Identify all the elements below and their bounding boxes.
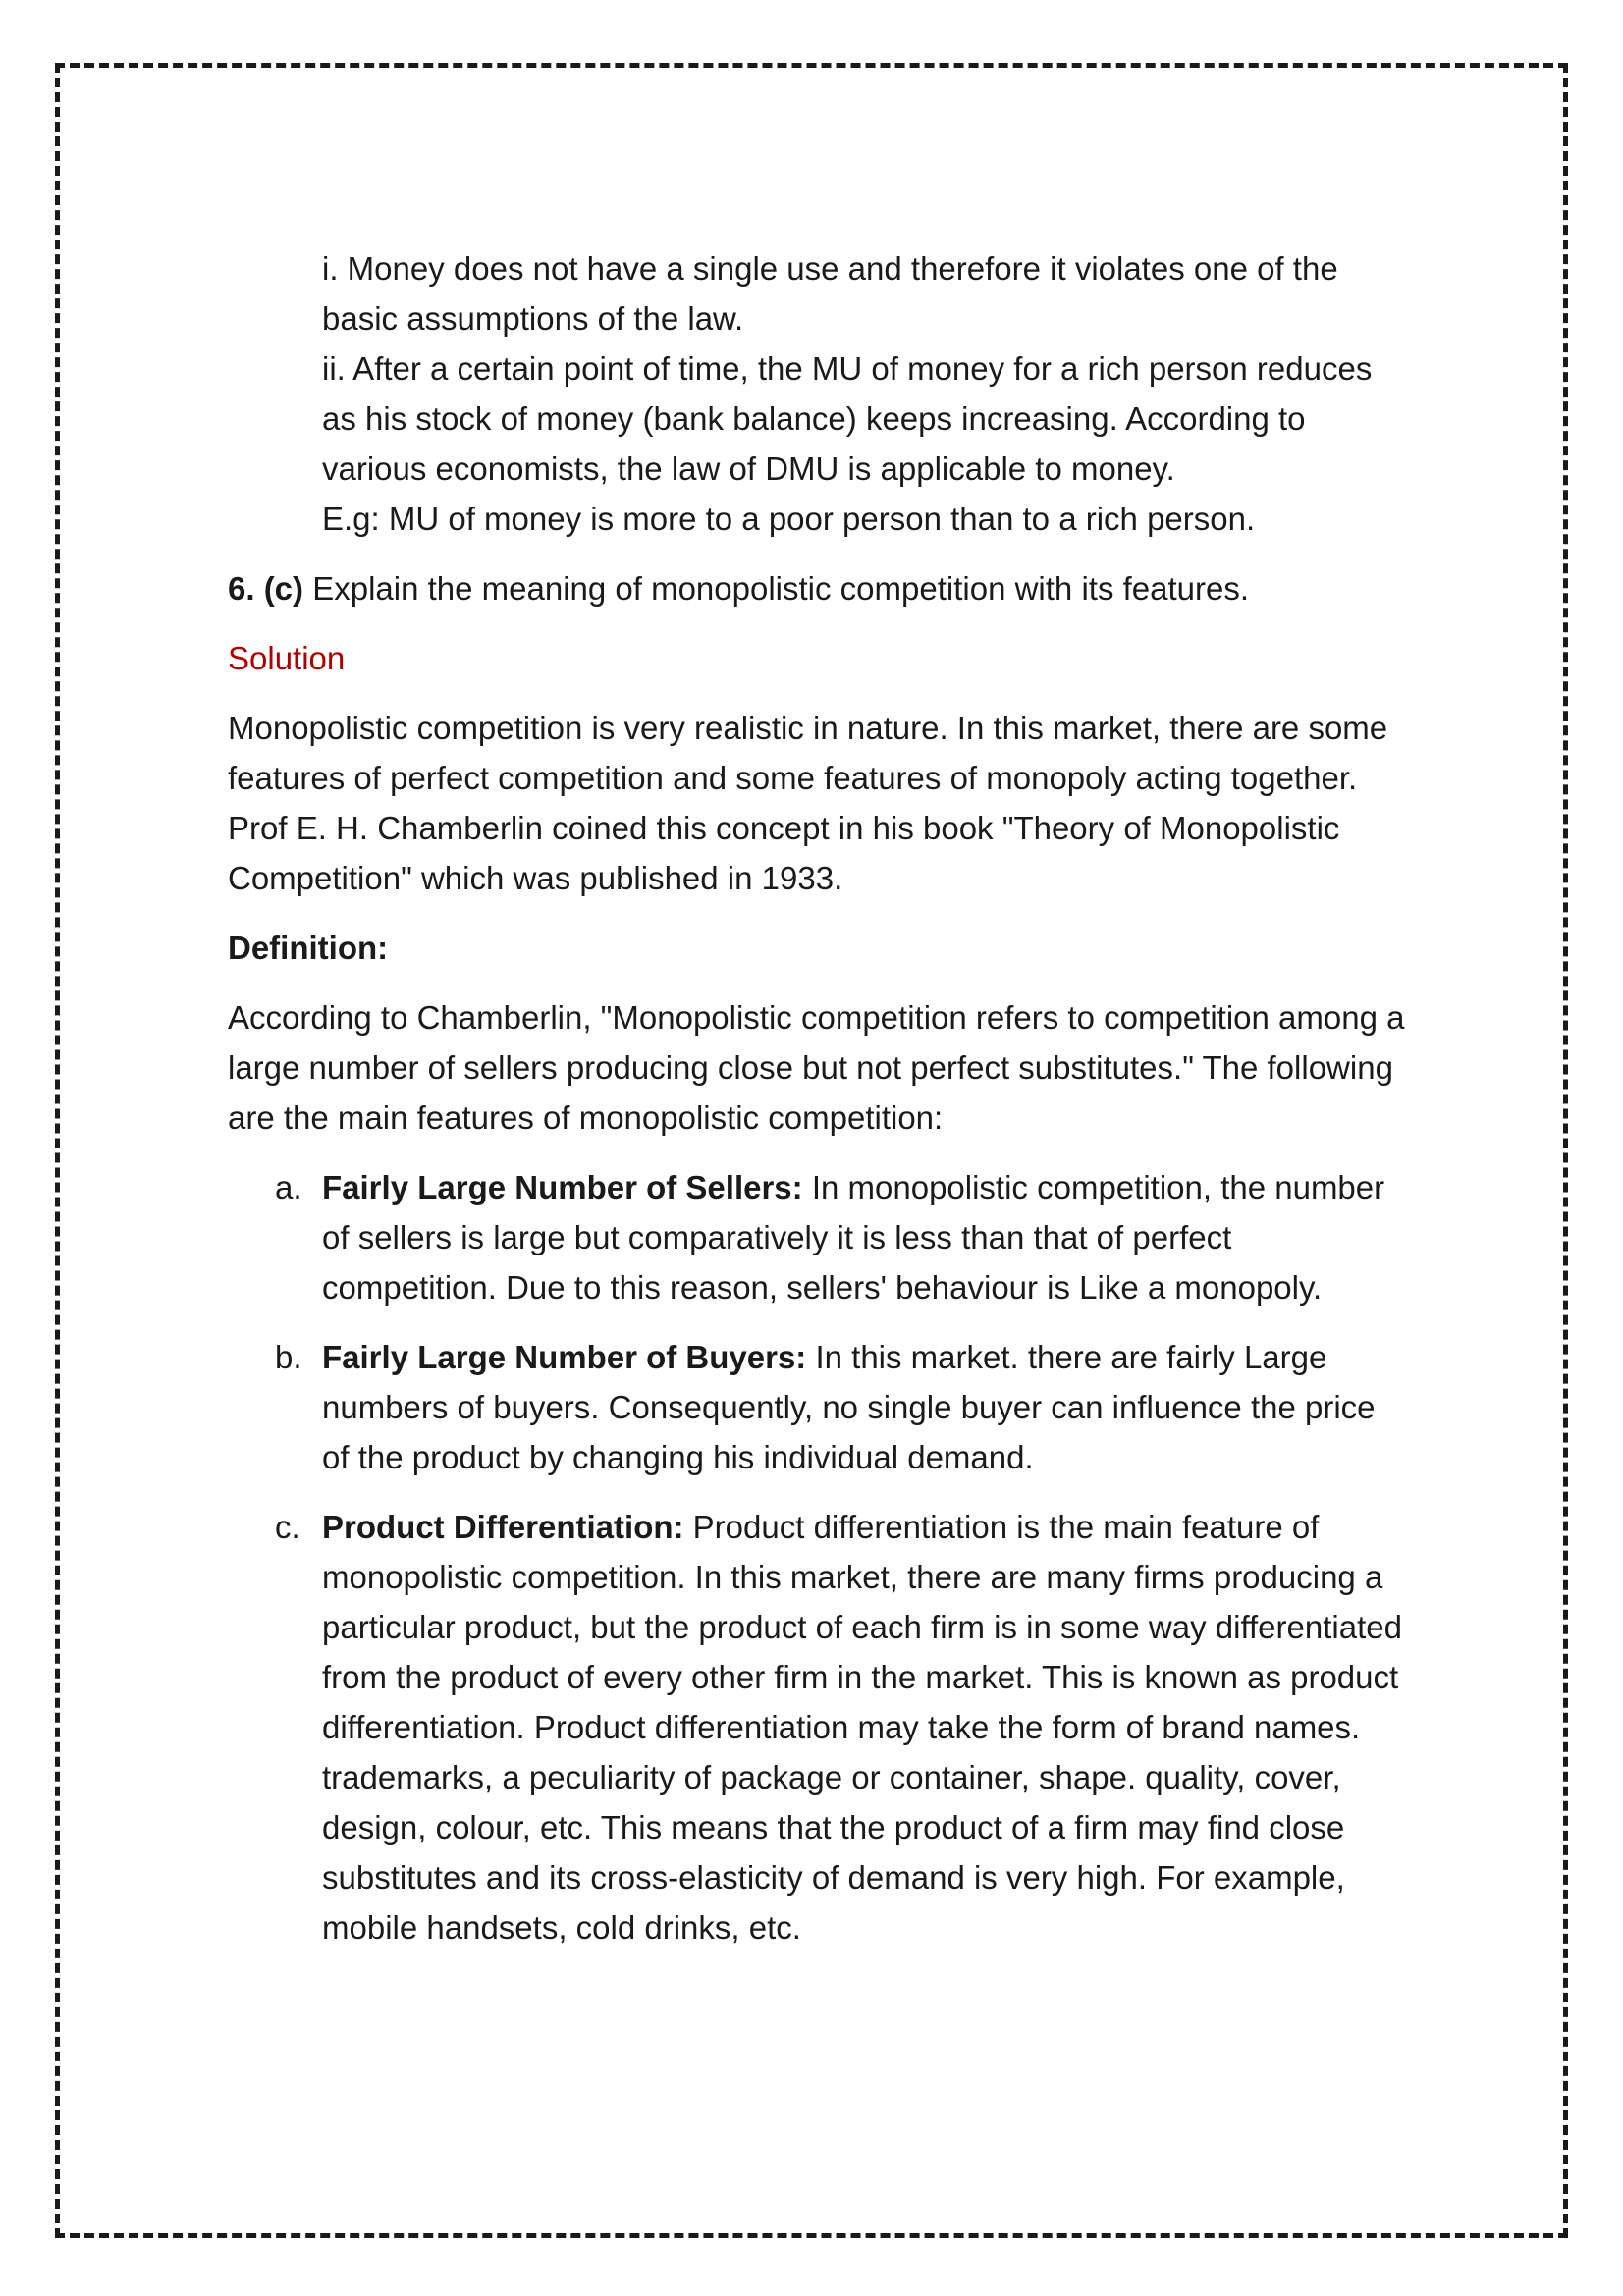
question-text: Explain the meaning of monopolistic competition with its features.	[303, 570, 1250, 607]
intro-point: ii. After a certain point of time, the MU of money for a rich person reduces as his stock of money (bank balance) keeps increasing. According to various economists, the law of DMU is applicable to money.	[322, 350, 1373, 487]
definition-heading: Definition:	[228, 930, 389, 966]
question-number: 6. (c)	[228, 570, 304, 607]
feature-text: Product differentiation is the main feature of monopolistic competition. In this market, there are many firms producing a particular product, but the product of each firm is in some way differentiated from the product of every other firm in the market. This is known as product differentiation. Product differentiation may take the form of brand names. trademarks, a peculiarity of package or container, shape. quality, cover, design, colour, etc. This means that the product of a firm may find close substitutes and its cross-elasticity of demand is very high. For example, mobile handsets, cold drinks, etc.	[322, 1509, 1402, 1946]
feature-term: Product Differentiation:	[322, 1509, 684, 1545]
intro-points	[322, 243, 1406, 544]
feature-item	[228, 1332, 1406, 1482]
intro-point: i. Money does not have a single use and therefore it violates one of the basic assumptions of the law.	[322, 250, 1338, 337]
feature-item	[228, 1502, 1406, 1952]
feature-marker: c.	[275, 1509, 300, 1545]
feature-text: In this market. there are fairly Large numbers of buyers. Consequently, no single buyer can influence the price of the product by changing his individual demand.	[322, 1339, 1376, 1475]
feature-term: Fairly Large Number of Sellers:	[322, 1169, 803, 1205]
feature-text: In monopolistic competition, the number of sellers is large but comparatively it is less than that of perfect competition. Due to this reason, sellers' behaviour is Like a monopoly.	[322, 1169, 1385, 1306]
document-body	[228, 243, 1406, 1972]
definition-paragraph: According to Chamberlin, "Monopolistic competition refers to competition among a large number of sellers producing close but not perfect substitutes." The following are the main features of monopolistic competition:	[228, 999, 1405, 1136]
question-line	[228, 563, 1406, 614]
intro-paragraph: Monopolistic competition is very realistic in nature. In this market, there are some features of perfect competition and some features of monopoly acting together. Prof E. H. Chamberlin coined this concept in his book "Theory of Monopolistic Competition" which was published in 1933.	[228, 710, 1388, 896]
feature-marker: a.	[275, 1169, 302, 1205]
solution-heading: Solution	[228, 640, 346, 676]
features-list	[228, 1162, 1406, 1952]
feature-term: Fairly Large Number of Buyers:	[322, 1339, 807, 1375]
feature-marker: b.	[275, 1339, 302, 1375]
intro-point: E.g: MU of money is more to a poor person than to a rich person.	[322, 501, 1256, 537]
feature-item	[228, 1162, 1406, 1312]
